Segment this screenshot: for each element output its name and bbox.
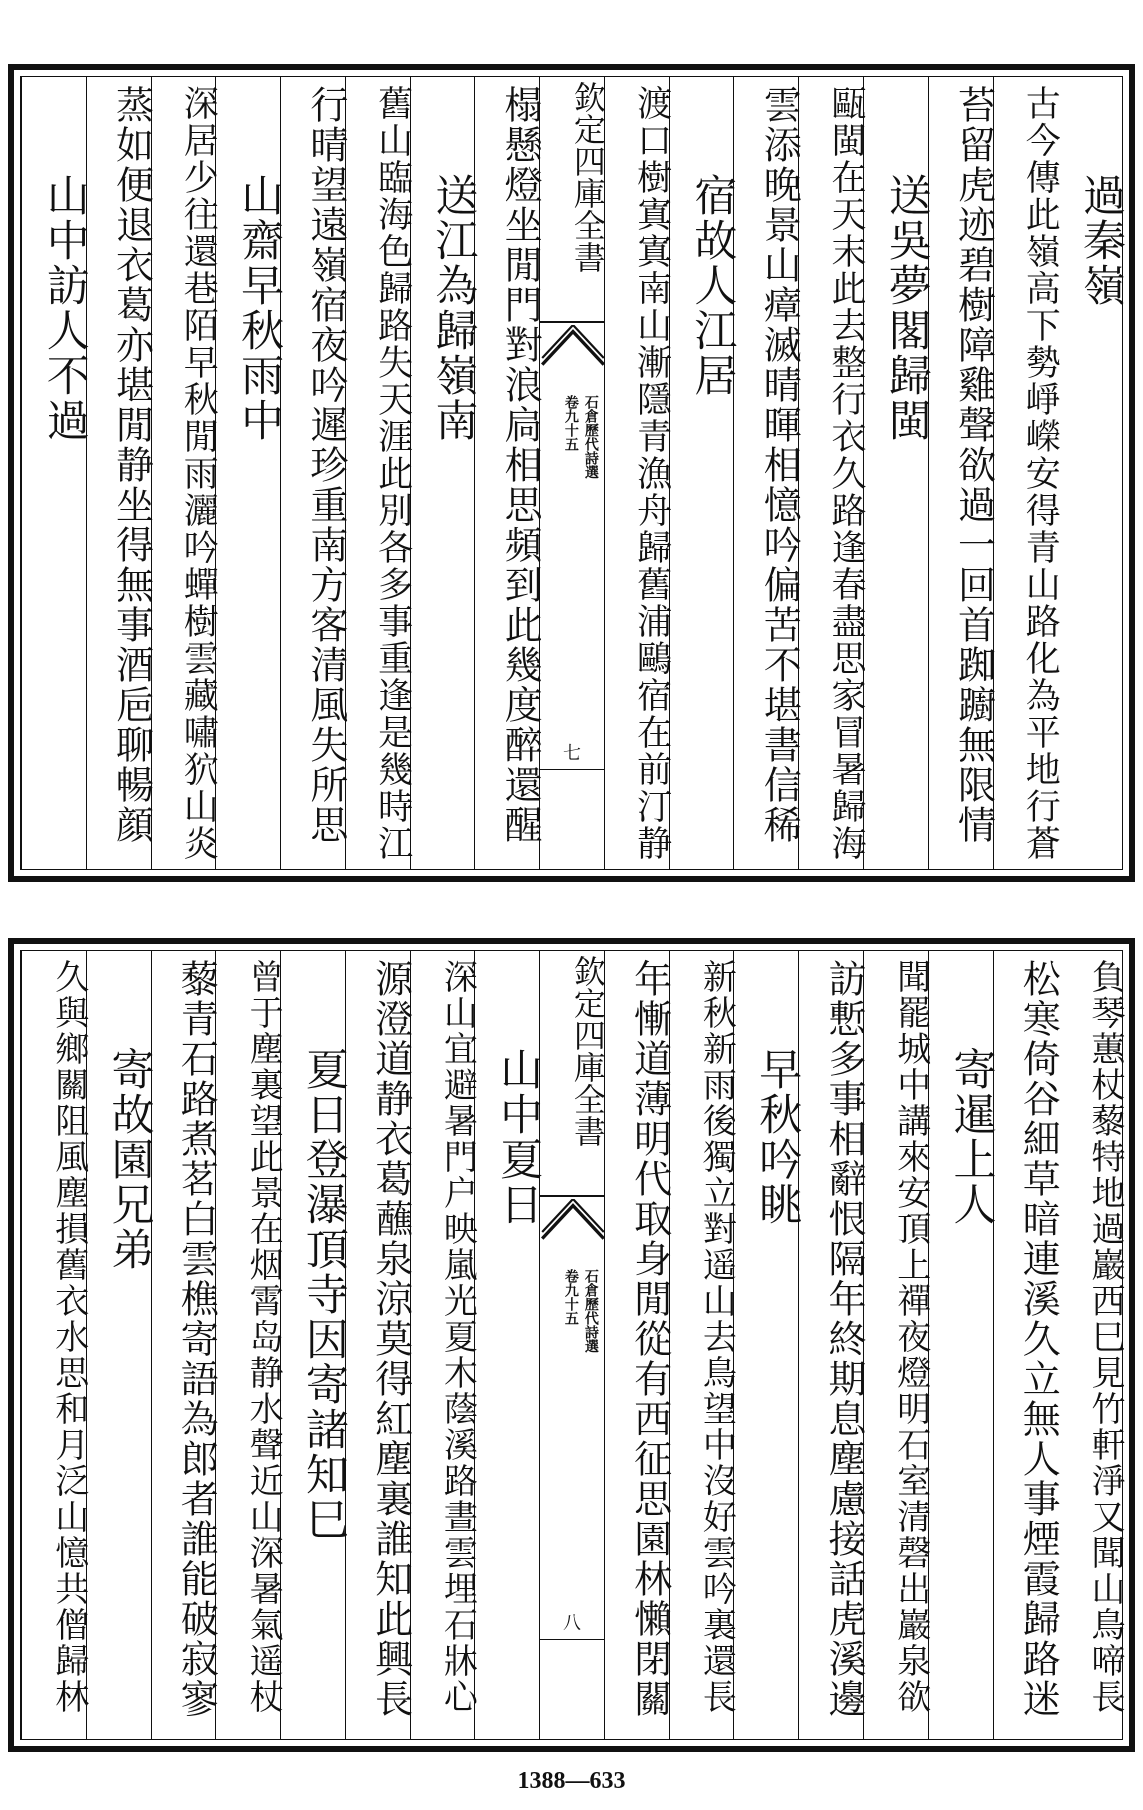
poem-text-column	[21, 951, 89, 1739]
center-column	[539, 77, 607, 869]
poem-title: 宿故人江居	[687, 173, 738, 398]
poem-title: 夏日登瀑頂寺因寄諸知巳	[298, 1047, 349, 1542]
poem-line: 甌閩在天末此去整行衣久路逢春盡思家冒暑歸海	[825, 85, 866, 862]
page-top	[8, 64, 1135, 882]
poem-title-column	[928, 951, 997, 1739]
poem-title-column	[410, 77, 479, 869]
volume-label: 卷九十五	[562, 1269, 579, 1325]
poem-text-column	[410, 951, 478, 1739]
poem-text-column	[604, 951, 672, 1739]
poem-title: 山中訪人不過	[39, 173, 90, 443]
poem-text-column	[345, 77, 413, 869]
book-title: 欽定四庫全書	[568, 81, 607, 273]
poem-line: 雲添晚景山瘴滅晴暉相憶吟偏苦不堪書信稀	[757, 85, 802, 845]
poem-line: 渡口樹寘寘南山漸隱青漁舟歸舊浦鷗宿在前汀静	[631, 85, 672, 862]
poem-text-column	[669, 951, 737, 1739]
poem-line: 訪慙多事相辭恨隔年終期息塵慮接話虎溪邊	[821, 959, 866, 1719]
book-title: 欽定四庫全書	[568, 955, 607, 1147]
fish-tail-mark-icon	[540, 1199, 606, 1243]
poem-text-column	[733, 77, 802, 869]
leaf-number: 八	[563, 1613, 582, 1634]
poem-title: 寄故園兄弟	[104, 1047, 155, 1272]
collection-title: 石倉歷代詩選	[582, 1269, 599, 1353]
poem-line: 久與鄉關阻風塵損舊衣水思和月泛山憶共僧歸林	[48, 959, 89, 1715]
poem-text-column	[993, 77, 1061, 869]
poem-line: 深山宜避暑門户映嵐光夏木蔭溪路晝雲埋石牀心	[437, 959, 478, 1715]
page-top-frame	[20, 76, 1126, 870]
banxin-rule	[540, 1195, 604, 1197]
poem-line: 深居少往還巷陌早秋閒雨灑吟蟬樹雲藏嘯狖山炎	[178, 85, 219, 862]
poem-title: 過秦嶺	[1076, 173, 1126, 308]
poem-title-column	[215, 77, 285, 869]
poem-title: 山中夏日	[493, 1047, 544, 1227]
poem-text-column	[993, 951, 1061, 1739]
poem-title: 送江為歸嶺南	[428, 173, 479, 443]
poem-text-column	[863, 951, 931, 1739]
poem-title-column	[280, 951, 349, 1739]
page-bottom	[8, 938, 1135, 1752]
poem-text-column	[215, 951, 284, 1739]
poem-line: 年慚道薄明代取身閒從有西征思園林懶閉關	[627, 959, 672, 1719]
fish-tail-mark-icon	[540, 325, 606, 369]
poem-line: 榻懸燈坐閒門對浪扃相思頻到此幾度醉還醒	[498, 85, 543, 845]
poem-text-column	[86, 77, 154, 869]
poem-text-column	[474, 77, 543, 869]
poem-line: 藜青石路煮茗白雲樵寄語為郎者誰能破寂寥	[174, 959, 219, 1719]
poem-line: 松寒倚谷細草暗連溪久立無人事煙霞歸路迷	[1016, 959, 1061, 1719]
poem-title: 山齋早秋雨中	[234, 173, 285, 443]
page-footer-number: 1388—633	[517, 1768, 626, 1794]
page-bottom-frame	[20, 950, 1123, 1740]
banxin-bottom-rule	[540, 1639, 604, 1640]
poem-text-column	[280, 77, 348, 869]
volume-label: 卷九十五	[562, 395, 579, 451]
poem-title-column	[733, 951, 803, 1739]
poem-text-column	[604, 77, 672, 869]
banxin-rule	[540, 321, 604, 323]
collection-title: 石倉歷代詩選	[582, 395, 599, 479]
poem-text-column	[345, 951, 413, 1739]
banxin-bottom-rule	[540, 769, 604, 770]
poem-text-column	[151, 77, 219, 869]
center-column	[539, 951, 607, 1739]
poem-line: 古今傳此嶺高下勢崢嶸安得青山路化為平地行蒼	[1020, 85, 1061, 862]
poem-line: 蒸如便退衣葛亦堪閒静坐得無事酒巵聊暢顔	[109, 85, 154, 845]
poem-title: 早秋吟眺	[752, 1047, 803, 1227]
poem-text-column	[798, 951, 866, 1739]
poem-text-column	[1057, 951, 1125, 1739]
poem-line: 負琴蕙杖藜特地過巖西巳見竹軒淨又聞山鳥啼長	[1085, 959, 1125, 1715]
poem-line: 曾于塵裏望此景在烟霄岛静水聲近山深暑氣遥杖	[243, 959, 284, 1715]
poem-title-column	[863, 77, 932, 869]
poem-title-column	[21, 77, 90, 869]
poem-line: 新秋新雨後獨立對遥山去鳥望中沒好雲吟裏還長	[696, 959, 737, 1715]
poem-title-column	[669, 77, 738, 869]
poem-text-column	[928, 77, 996, 869]
poem-line: 源澄道静衣葛蘸泉涼莫得紅塵裏誰知此興長	[368, 959, 413, 1719]
leaf-number: 七	[563, 743, 582, 764]
poem-text-column	[798, 77, 866, 869]
poem-title-column	[1057, 77, 1126, 869]
poem-line: 苔留虎迹碧樹障雞聲欲過一回首踟躕無限情	[951, 85, 996, 845]
poem-line: 舊山臨海色歸路失天涯此別各多事重逢是幾時江	[372, 85, 413, 862]
poem-title: 送吳夢閣歸閩	[881, 173, 932, 443]
poem-line: 聞罷城中講來安頂上禪夜燈明石室清磬出巖泉欲	[890, 959, 931, 1715]
poem-text-column	[151, 951, 219, 1739]
poem-title-column	[474, 951, 544, 1739]
poem-line: 行晴望遠嶺宿夜吟遲珍重南方客清風失所思	[303, 85, 348, 845]
poem-title-column	[86, 951, 155, 1739]
poem-title: 寄暹上人	[946, 1047, 997, 1227]
